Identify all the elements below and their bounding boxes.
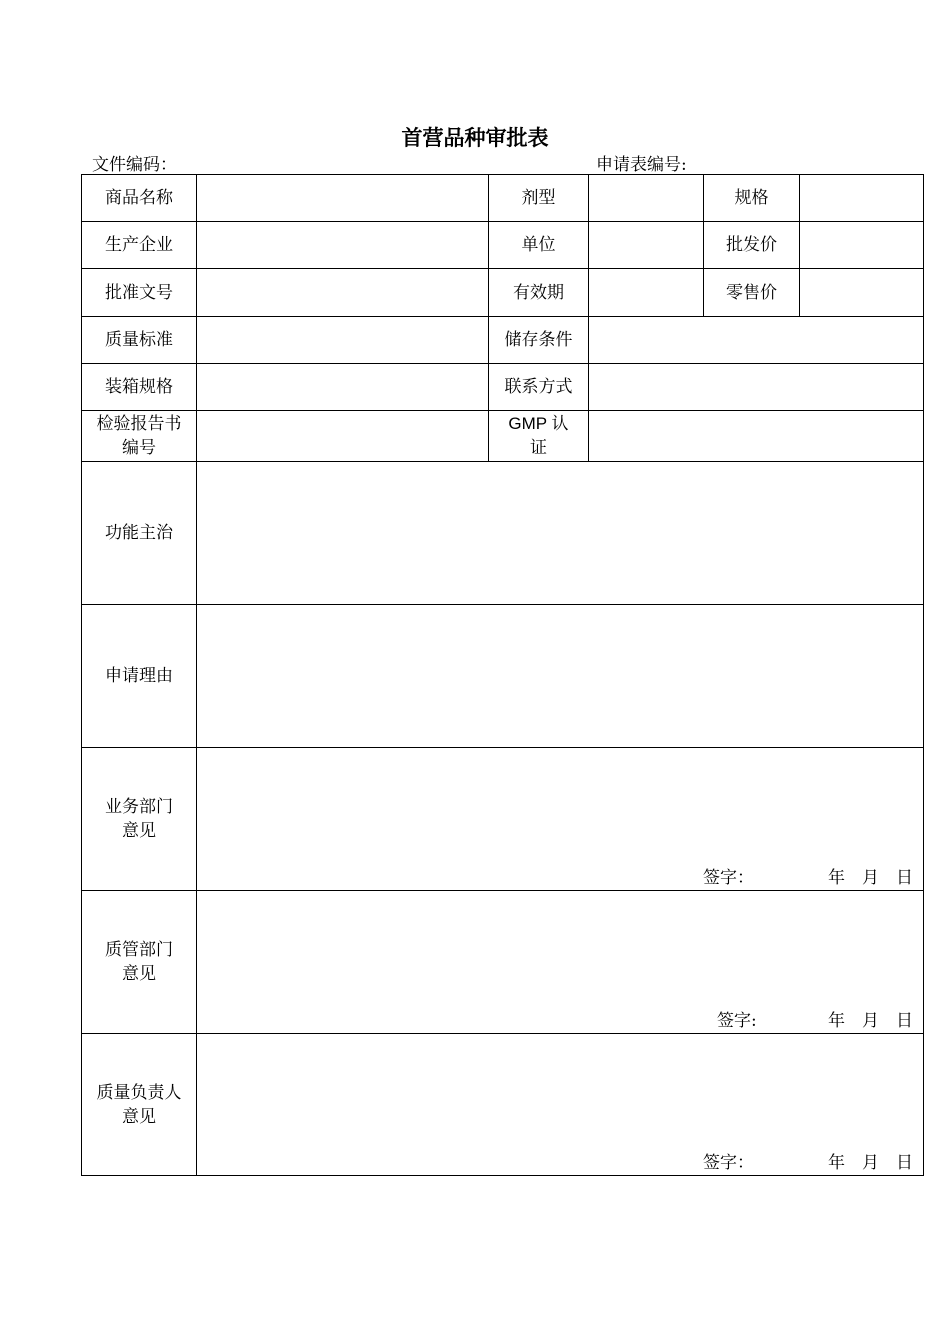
label-application-reason: 申请理由 xyxy=(82,605,197,748)
label-gmp-line2: 证 xyxy=(530,438,547,458)
label-qc-dept-line2: 意见 xyxy=(122,964,156,984)
label-storage-conditions: 储存条件 xyxy=(489,317,589,364)
qc-head-signature-label: 签字： xyxy=(703,1153,754,1173)
row-product-name xyxy=(82,175,924,222)
qc-head-date-label: 年 月 日 xyxy=(828,1153,913,1173)
field-function-indications[interactable] xyxy=(197,462,924,605)
label-inspection-report-line2: 编号 xyxy=(122,438,156,458)
field-gmp-certification[interactable] xyxy=(589,411,924,462)
label-packing-spec: 装箱规格 xyxy=(82,364,197,411)
qc-dept-date-label: 年 月 日 xyxy=(828,1011,913,1031)
label-qc-dept-opinion xyxy=(82,891,197,1034)
field-dosage-form[interactable] xyxy=(589,175,704,222)
row-business-opinion xyxy=(82,748,924,891)
field-product-name[interactable] xyxy=(197,175,489,222)
label-manufacturer: 生产企业 xyxy=(82,222,197,269)
label-qc-head-line2: 意见 xyxy=(122,1106,156,1127)
application-number-label: 申请表编号: xyxy=(596,155,687,175)
label-inspection-report-number xyxy=(82,411,197,462)
row-manufacturer xyxy=(82,222,924,269)
label-wholesale-price: 批发价 xyxy=(704,222,800,269)
field-business-dept-opinion[interactable] xyxy=(197,748,924,891)
field-qc-head-opinion[interactable] xyxy=(197,1034,924,1176)
field-specification[interactable] xyxy=(800,175,924,222)
label-qc-head-opinion xyxy=(82,1034,197,1176)
field-approval-number[interactable] xyxy=(197,269,489,317)
label-business-dept-opinion xyxy=(82,748,197,891)
label-gmp-line1: GMP 认 xyxy=(508,414,569,433)
label-contact: 联系方式 xyxy=(489,364,589,411)
label-specification: 规格 xyxy=(704,175,800,222)
label-dosage-form: 剂型 xyxy=(489,175,589,222)
label-inspection-report-line1: 检验报告书 xyxy=(96,414,182,434)
field-inspection-report-number[interactable] xyxy=(197,411,489,462)
label-gmp-certification xyxy=(489,411,589,462)
field-unit[interactable] xyxy=(589,222,704,269)
row-quality-standard xyxy=(82,317,924,364)
row-approval-number xyxy=(82,269,924,317)
row-packing-spec xyxy=(82,364,924,411)
label-business-line2: 意见 xyxy=(122,821,156,841)
row-qc-head-opinion xyxy=(82,1034,924,1176)
business-signature-label: 签字： xyxy=(703,868,754,888)
row-inspection-report xyxy=(82,411,924,462)
approval-form-table xyxy=(81,174,924,1176)
field-expiry[interactable] xyxy=(589,269,704,317)
field-retail-price[interactable] xyxy=(800,269,924,317)
qc-dept-signature-label: 签字: xyxy=(717,1011,757,1031)
field-application-reason[interactable] xyxy=(197,605,924,748)
label-unit: 单位 xyxy=(489,222,589,269)
field-packing-spec[interactable] xyxy=(197,364,489,411)
field-contact[interactable] xyxy=(589,364,924,411)
label-qc-dept-line1: 质管部门 xyxy=(105,940,173,960)
field-storage-conditions[interactable] xyxy=(589,317,924,364)
row-qc-dept-opinion xyxy=(82,891,924,1034)
doc-code-label: 文件编码： xyxy=(92,155,177,175)
label-approval-number: 批准文号 xyxy=(82,269,197,317)
label-function-indications: 功能主治 xyxy=(82,462,197,605)
row-reason xyxy=(82,605,924,748)
label-business-line1: 业务部门 xyxy=(105,797,173,817)
label-expiry: 有效期 xyxy=(489,269,589,317)
business-date-label: 年 月 日 xyxy=(828,868,913,888)
field-qc-dept-opinion[interactable] xyxy=(197,891,924,1034)
field-manufacturer[interactable] xyxy=(197,222,489,269)
form-title: 首营品种审批表 xyxy=(401,126,549,150)
field-wholesale-price[interactable] xyxy=(800,222,924,269)
row-function xyxy=(82,462,924,605)
label-qc-head-line1: 质量负责人 xyxy=(96,1082,182,1103)
field-quality-standard[interactable] xyxy=(197,317,489,364)
label-retail-price: 零售价 xyxy=(704,269,800,317)
label-product-name: 商品名称 xyxy=(82,175,197,222)
label-quality-standard: 质量标准 xyxy=(82,317,197,364)
